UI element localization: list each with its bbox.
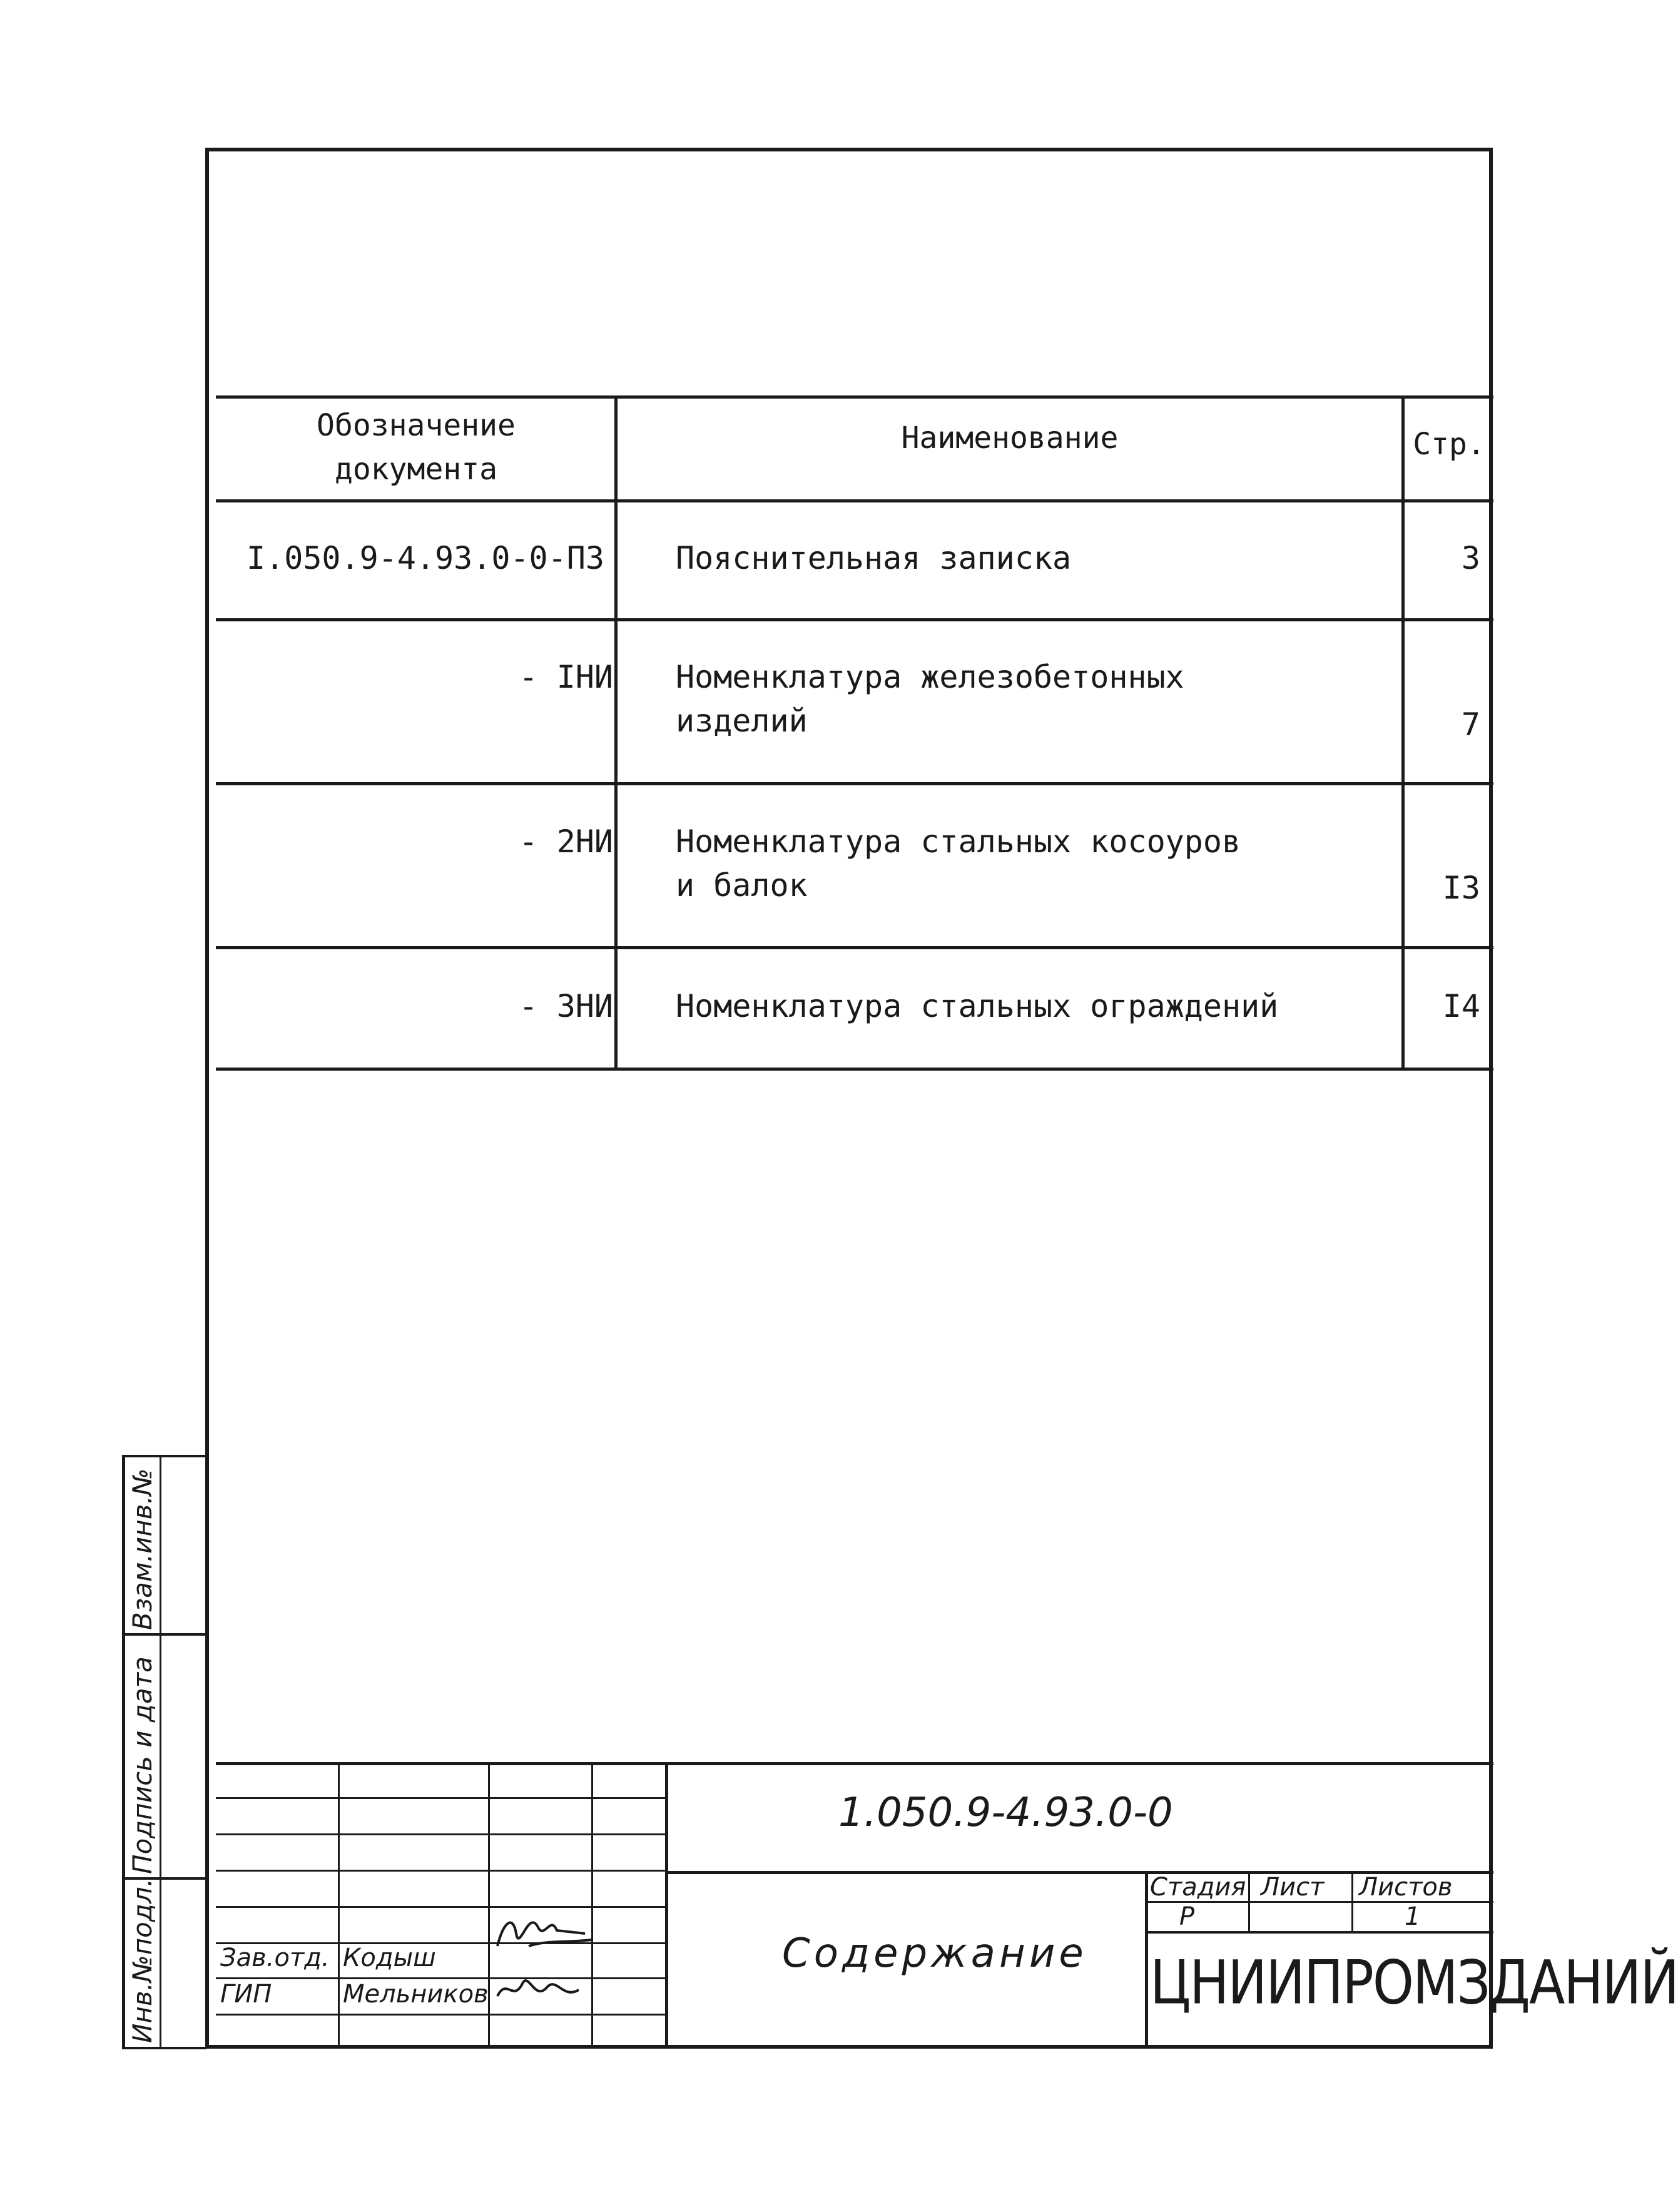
table-header-rule [216,499,1493,502]
row-2-designation: - IНИ [519,659,613,695]
header-designation: Обозначение документа [317,408,516,487]
header-name: Наименование [901,420,1119,456]
side-stamp-sign-date: Подпись и дата [127,1656,158,1874]
row-3-page: I3 [1442,870,1480,906]
table-row-rule-3 [216,946,1493,949]
row-1-designation: I.050.9-4.93.0-0-ПЗ [247,540,604,576]
table-col-rule-2 [1401,395,1405,1070]
side-stamp-inv-no: Инв.№подл. [127,1878,158,2043]
row-2-name: Номенклатура железобетонных изделий [676,659,1184,739]
table-col-rule-1 [614,395,618,1070]
role-head-of-dept: Зав.отд. [220,1944,330,1972]
row-1-name: Пояснительная записка [676,540,1072,576]
header-page: Стр. [1413,427,1485,462]
sheet-label: Лист [1261,1873,1325,1902]
sheets-value: 1 [1405,1902,1421,1931]
row-2-page: 7 [1461,706,1480,743]
sheets-label: Листов [1359,1873,1453,1902]
sheet-title: Содержание [782,1930,1087,1977]
side-stamp [122,1455,206,2049]
row-3-name: Номенклатура стальных косоуров и балок [676,823,1241,904]
table-row-rule-1 [216,618,1493,621]
stage-label: Стадия [1150,1873,1246,1902]
table-bottom-rule [216,1068,1493,1071]
organization-name: ЦНИИПРОМЗДАНИЙ [1150,1947,1678,2018]
role-chief-engineer: ГИП [220,1980,272,2009]
name-head-of-dept: Кодыш [343,1944,436,1972]
row-1-page: 3 [1461,540,1480,576]
stage-value: Р [1179,1902,1195,1931]
table-row-rule-2 [216,782,1493,785]
table-top-rule [216,395,1493,399]
signature-1-icon [491,1896,601,1965]
row-3-designation: - 2НИ [519,823,613,860]
name-chief-engineer: Мельников [343,1980,489,2009]
signature-2-icon [491,1965,601,2015]
row-4-designation: - 3НИ [519,988,613,1024]
row-4-name: Номенклатура стальных ограждений [676,988,1279,1024]
row-4-page: I4 [1442,988,1480,1024]
side-stamp-replaced-inv: Взам.инв.№ [127,1468,158,1630]
doc-code: 1.050.9-4.93.0-0 [838,1790,1173,1836]
